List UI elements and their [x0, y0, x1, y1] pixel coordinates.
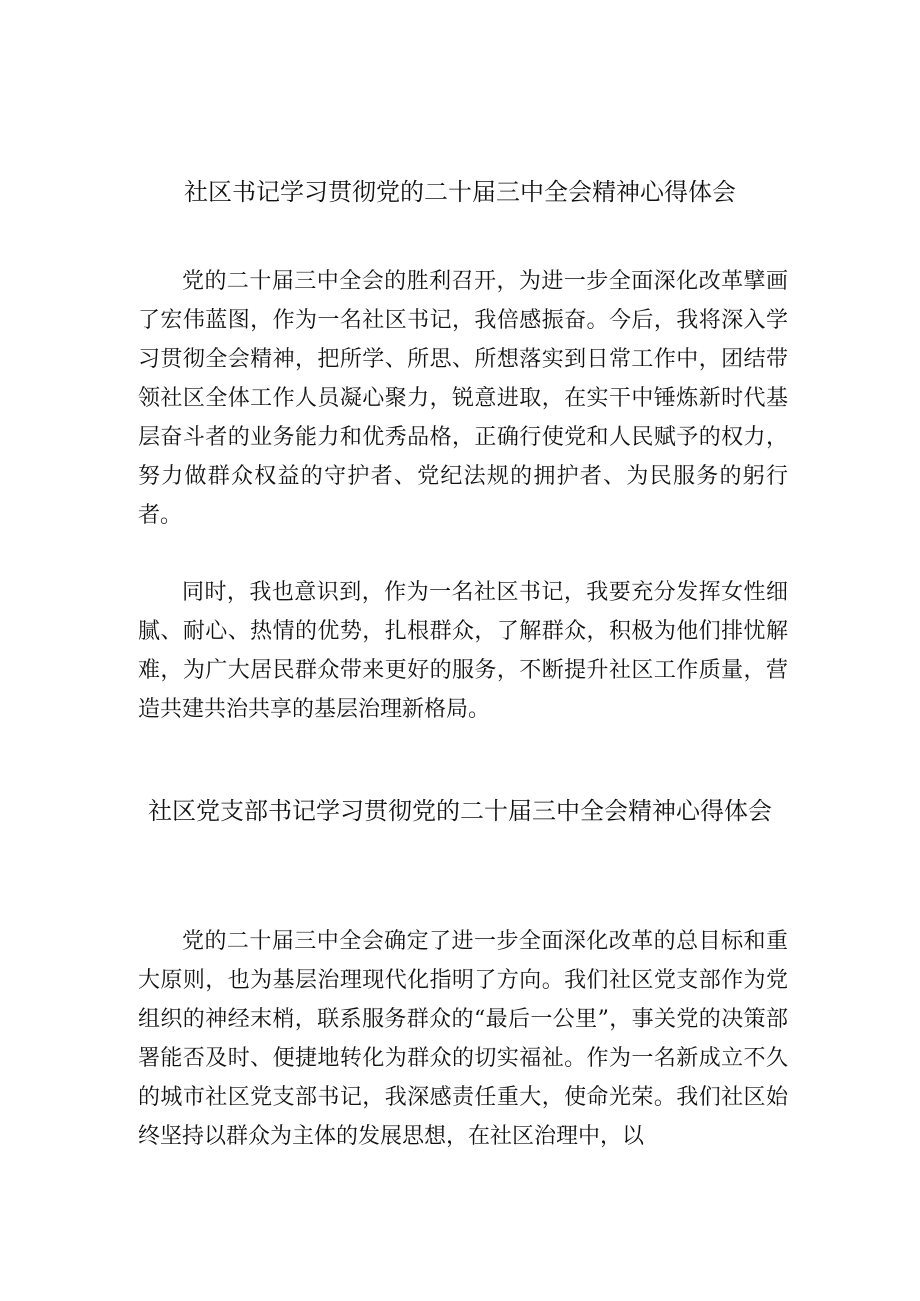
section-1-title: 社区书记学习贯彻党的二十届三中全会精神心得体会: [184, 178, 736, 206]
section-2-title: 社区党支部书记学习贯彻党的二十届三中全会精神心得体会: [148, 797, 772, 825]
section-1-paragraph-2: 同时，我也意识到，作为一名社区书记，我要充分发挥女性细腻、耐心、热情的优势，扎根群众，了解群众，积极为他们排忧解难，为广大居民群众带来更好的服务，不断提升社区工作质量，营造共建共治共享的基层治理新格局。: [138, 580, 788, 722]
section-2-paragraph-1: 党的二十届三中全会确定了进一步全面深化改革的总目标和重大原则，也为基层治理现代化指明了方向。我们社区党支部作为党组织的神经末梢，联系服务群众的“最后一公里”，事关党的决策部署能否及时、便捷地转化为群众的切实福祉。作为一名新成立不久的城市社区党支部书记，我深感责任重大，使命光荣。我们社区始终坚持以群众为主体的发展思想，在社区治理中，以: [138, 929, 788, 1149]
section-1-paragraph-1: 党的二十届三中全会的胜利召开，为进一步全面深化改革擘画了宏伟蓝图，作为一名社区书记，我倍感振奋。今后，我将深入学习贯彻全会精神，把所学、所思、所想落实到日常工作中，团结带领社区全体工作人员凝心聚力，锐意进取，在实干中锤炼新时代基层奋斗者的业务能力和优秀品格，正确行使党和人民赋予的权力，努力做群众权益的守护者、党纪法规的拥护者、为民服务的躬行者。: [138, 269, 788, 528]
